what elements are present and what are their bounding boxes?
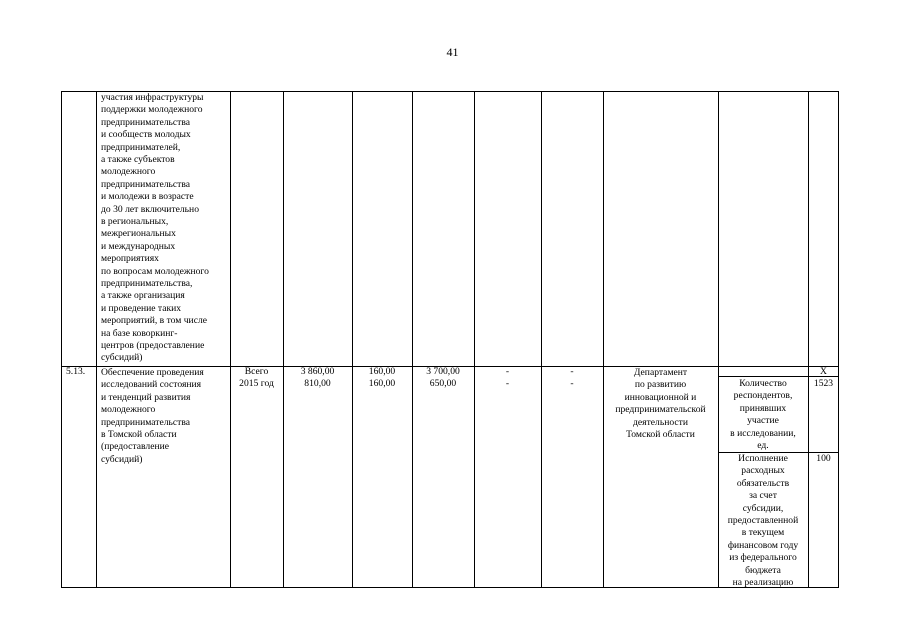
indicator-name-line: субсидии, bbox=[742, 502, 784, 514]
activity-name-line: межрегиональных bbox=[101, 228, 176, 240]
indicator-name-line: финансовом году bbox=[727, 539, 799, 551]
activity-name-line: по вопросам молодежного bbox=[101, 265, 209, 277]
row-number: 5.13. bbox=[66, 366, 86, 377]
finance-cell-total: 810,00 bbox=[304, 378, 331, 390]
finance-cell-col4: - bbox=[505, 378, 510, 390]
activity-name-line: (предоставление bbox=[101, 441, 169, 453]
activity-name-line: до 30 лет включительно bbox=[101, 203, 199, 215]
indicator-name-line: на реализацию bbox=[732, 577, 794, 588]
indicator-name-line: предоставленной bbox=[727, 515, 799, 526]
indicator-name-line: Количество bbox=[739, 378, 787, 389]
program-table bbox=[61, 91, 839, 588]
activity-name-line: исследований состояния bbox=[101, 379, 202, 391]
indicator-value: 100 bbox=[816, 453, 831, 464]
finance-cell-period: 2015 год bbox=[239, 378, 274, 390]
activity-name-line: мероприятий, в том числе bbox=[101, 315, 207, 327]
finance-cell-col5: - bbox=[570, 378, 574, 390]
activity-name-line: в Томской области bbox=[101, 429, 177, 440]
indicator-name-line: из федерального bbox=[729, 552, 797, 564]
indicator-name-line: Исполнение bbox=[738, 453, 788, 464]
indicator-value: 1523 bbox=[813, 378, 834, 389]
finance-cell-col5: - bbox=[570, 366, 574, 377]
indicator-name-line: обязательств bbox=[736, 477, 790, 489]
indicator-name-line: респондентов, bbox=[733, 390, 793, 402]
indicator-header-value: Х bbox=[820, 366, 827, 377]
activity-name-line: участия инфраструктуры bbox=[101, 92, 204, 103]
activity-name-line: молодежного bbox=[101, 166, 156, 178]
executor-line: предпринимательской bbox=[615, 404, 706, 416]
activity-name-line: субсидий) bbox=[101, 453, 143, 465]
indicator-name-line: бюджета bbox=[745, 564, 781, 576]
activity-name-line: и тенденций развития bbox=[101, 391, 191, 403]
finance-cell-col2: 160,00 bbox=[368, 366, 396, 377]
activity-name-line: на базе коворкинг- bbox=[101, 327, 178, 339]
activity-name-line: и проведение таких bbox=[101, 302, 182, 314]
activity-name-line: и сообществ молодых bbox=[101, 129, 191, 141]
activity-name-line: субсидий) bbox=[101, 352, 143, 364]
activity-name-line: предпринимательства bbox=[101, 416, 191, 428]
indicator-name-line: ед. bbox=[757, 440, 769, 451]
finance-cell-col2: 160,00 bbox=[368, 378, 396, 390]
activity-name-line: и международных bbox=[101, 240, 176, 252]
finance-cell-col3: 3 700,00 bbox=[426, 366, 460, 377]
activity-name-line: а также субъектов bbox=[101, 154, 175, 165]
indicator-name-line: участие bbox=[747, 415, 779, 427]
activity-name-line: и молодежи в возрасте bbox=[101, 191, 194, 203]
finance-cell-col4: - bbox=[505, 366, 510, 377]
activity-name-line: мероприятиях bbox=[101, 253, 159, 265]
activity-name-line: предпринимателей, bbox=[101, 141, 181, 153]
indicator-name-line: расходных bbox=[741, 465, 785, 477]
finance-cell-period: Всего bbox=[244, 366, 269, 377]
finance-cell-total: 3 860,00 bbox=[300, 366, 335, 377]
indicator-name-line: принявших bbox=[739, 402, 787, 414]
activity-name-line: в региональных, bbox=[101, 216, 169, 227]
activity-name-line: а также организация bbox=[101, 290, 185, 302]
finance-cell-col3: 650,00 bbox=[429, 378, 457, 390]
activity-name-line: предпринимательства bbox=[101, 178, 191, 190]
activity-name-line: Обеспечение проведения bbox=[101, 367, 204, 378]
page-number: 41 bbox=[446, 45, 459, 59]
executor-line: Томской области bbox=[626, 429, 695, 440]
indicator-name-line: в исследовании, bbox=[730, 427, 796, 439]
indicator-name-line: за счет bbox=[749, 490, 777, 502]
activity-name-line: предпринимательства bbox=[101, 116, 191, 128]
executor-line: инновационной и bbox=[624, 391, 697, 403]
activity-name-line: поддержки молодежного bbox=[101, 104, 203, 116]
executor-line: Департамент bbox=[633, 367, 688, 378]
executor-line: по развитию bbox=[634, 379, 687, 391]
executor-line: деятельности bbox=[633, 416, 688, 428]
activity-name-line: предпринимательства, bbox=[101, 278, 193, 289]
indicator-name-line: в текущем bbox=[741, 527, 785, 539]
activity-name-line: центров (предоставление bbox=[101, 340, 205, 351]
activity-name-line: молодежного bbox=[101, 404, 156, 416]
